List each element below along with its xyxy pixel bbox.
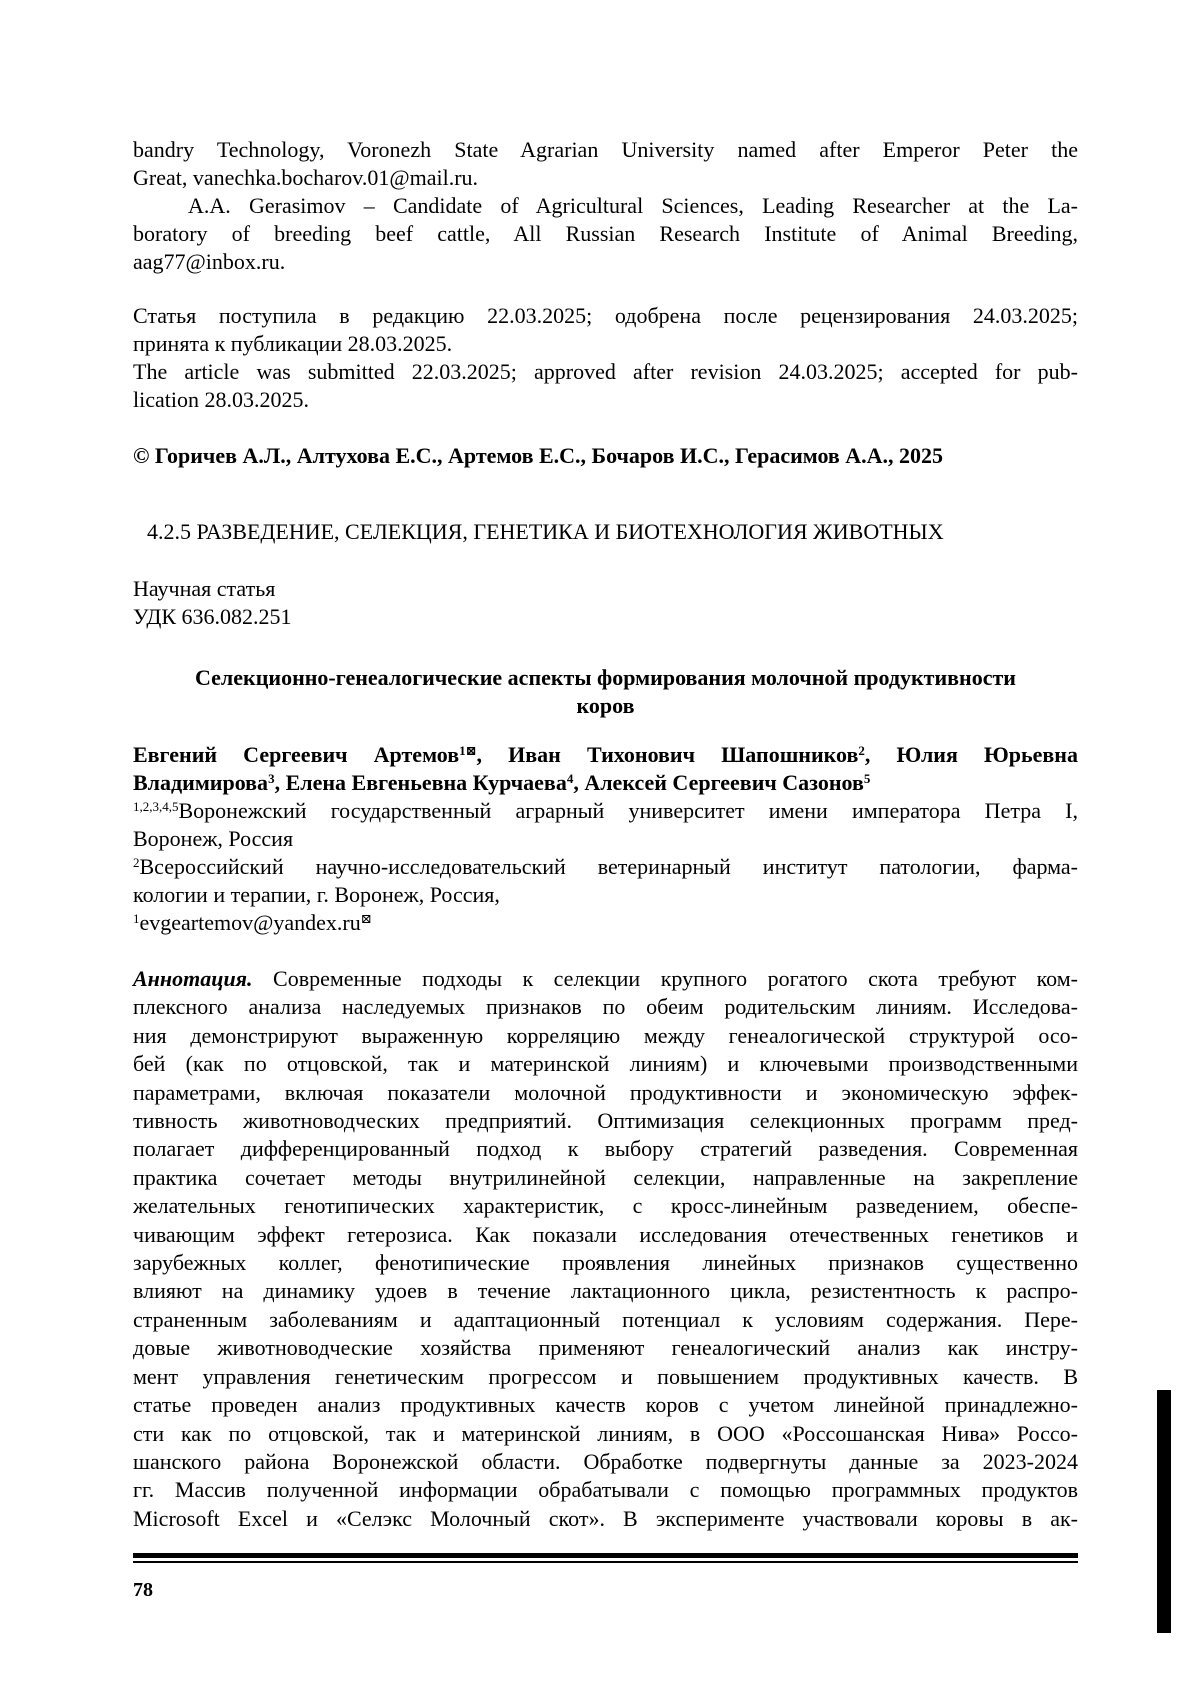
text-line: практика сочетает методы внутрилинейной селекции, направленные на закрепление (133, 1164, 1078, 1190)
text-line: кологии и терапии, г. Воронеж, Россия, (133, 882, 500, 907)
text-line: чивающим эффект гетерозиса. Как показали исследования отечественных генетиков и (133, 1221, 1078, 1247)
text-line: плексного анализа наследуемых признаков по обеим родительским линиям. Исследова- (133, 994, 1078, 1020)
text-line: довые животноводческие хозяйства применяют генеалогический анализ как инстру- (133, 1335, 1078, 1361)
text-line: bandry Technology, Voronezh State Agrarian University named after Emperor Peter the (133, 137, 1078, 162)
authors-line (133, 741, 1078, 797)
submission-dates-block (133, 302, 1078, 414)
text-line: принята к публикации 28.03.2025. (133, 331, 453, 356)
text-line: Статья поступила в редакцию 22.03.2025; одобрена после рецензирования 24.03.2025; (133, 303, 1078, 328)
text-line: статье проведен анализ продуктивных качеств коров с учетом линейной принадлежно- (133, 1392, 1078, 1418)
section-code-heading (133, 518, 1078, 546)
text-line: aag77@inbox.ru. (133, 249, 286, 274)
text-line: A.A. Gerasimov – Candidate of Agricultural Sciences, Leading Researcher at the La- (188, 193, 1078, 218)
text-line: Microsoft Excel и «Селэкс Молочный скот». В эксперименте участвовали коровы в ак- (133, 1505, 1078, 1531)
text-line: влияют на динамику удоев в течение лактационного цикла, резистентность к распро- (133, 1278, 1078, 1304)
text-line: 4.2.5 РАЗВЕДЕНИЕ, СЕЛЕКЦИЯ, ГЕНЕТИКА И БИОТЕХНОЛОГИЯ ЖИВОТНЫХ (147, 519, 944, 544)
text-line: Great, vanechka.bocharov.01@mail.ru. (133, 165, 479, 190)
text-line: Научная статья (133, 576, 276, 601)
text-line: сти как по отцовской, так и материнской линиям, в ООО «Россошанская Нива» Россо- (133, 1420, 1078, 1446)
article-title (133, 664, 1078, 720)
footer-rule-thin (133, 1561, 1078, 1563)
article-text-column (133, 136, 1078, 1533)
text-line: тивность животноводческих предприятий. Оптимизация селекционных программ пред- (133, 1108, 1078, 1134)
text-line: коров (576, 693, 635, 718)
text-line: $^2$Всероссийский научно-исследовательский ветеринарный институт патологии, фарма- (133, 854, 1078, 879)
text-line: полагает дифференцированный подход к выбору стратегий разведения. Современная (133, 1136, 1078, 1162)
text-line: Евгений Сергеевич Артемов$^{1⊠}$, Иван Тихонович Шапошников$^2$, Юлия Юрьевна (133, 742, 1078, 767)
text-line: Аннотация. Современные подходы к селекции крупного рогатого скота требуют ком- (133, 966, 1078, 991)
text-line: ния демонстрируют выраженную корреляцию между генеалогической структурой осо- (133, 1022, 1078, 1048)
text-line: © Горичев А.Л., Алтухова Е.С., Артемов Е.С., Бочаров И.С., Герасимов А.А., 2025 (133, 443, 944, 468)
text-line: параметрами, включая показатели молочной продуктивности и экономическую эффек- (133, 1079, 1078, 1105)
text-line: $^1$evgeartemov@yandex.ru⊠ (133, 910, 372, 935)
text-line: The article was submitted 22.03.2025; approved after revision 24.03.2025; accepted for pub- (133, 359, 1078, 384)
text-line: Владимирова$^3$, Елена Евгеньевна Курчаева$^4$, Алексей Сергеевич Сазонов$^5$ (133, 770, 871, 795)
abstract-paragraph (133, 965, 1078, 1533)
page-number: 78 (133, 1579, 153, 1601)
text-line: гг. Массив полученной информации обрабатывали с помощью программных продуктов (133, 1477, 1078, 1503)
article-type-udc-block (133, 575, 1078, 631)
text-line: УДК 636.082.251 (133, 604, 292, 629)
text-line: шанского района Воронежской области. Обработке подвергнуты данные за 2023-2024 (133, 1448, 1078, 1474)
text-line: lication 28.03.2025. (133, 387, 309, 412)
text-line: желательных генотипических характеристик, с кросс-линейным разведением, обеспе- (133, 1193, 1078, 1219)
copyright-line (133, 442, 1078, 470)
text-line: бей (как по отцовской, так и материнской линиям) и ключевыми производственными (133, 1051, 1078, 1077)
text-line: страненным заболеваниям и адаптационный потенциал к условиям содержания. Пере- (133, 1306, 1078, 1332)
text-line: boratory of breeding beef cattle, All Russian Research Institute of Animal Breeding, (133, 221, 1078, 246)
affiliations-block (133, 797, 1078, 937)
right-edge-binding-mark (1157, 1390, 1171, 1633)
text-line: мент управления генетическим прогрессом и повышением продуктивных качеств. В (133, 1363, 1078, 1389)
text-line: $^{1,2,3,4,5}$Воронежский государственный аграрный университет имени императора Петра I, (133, 798, 1078, 823)
text-line: Селекционно-генеалогические аспекты формирования молочной продуктивности (195, 665, 1016, 690)
english-author-info-block (133, 136, 1078, 276)
text-line: зарубежных коллег, фенотипические проявления линейных признаков существенно (133, 1250, 1078, 1276)
footer-rule-thick (133, 1553, 1078, 1558)
text-line: Воронеж, Россия (133, 826, 294, 851)
